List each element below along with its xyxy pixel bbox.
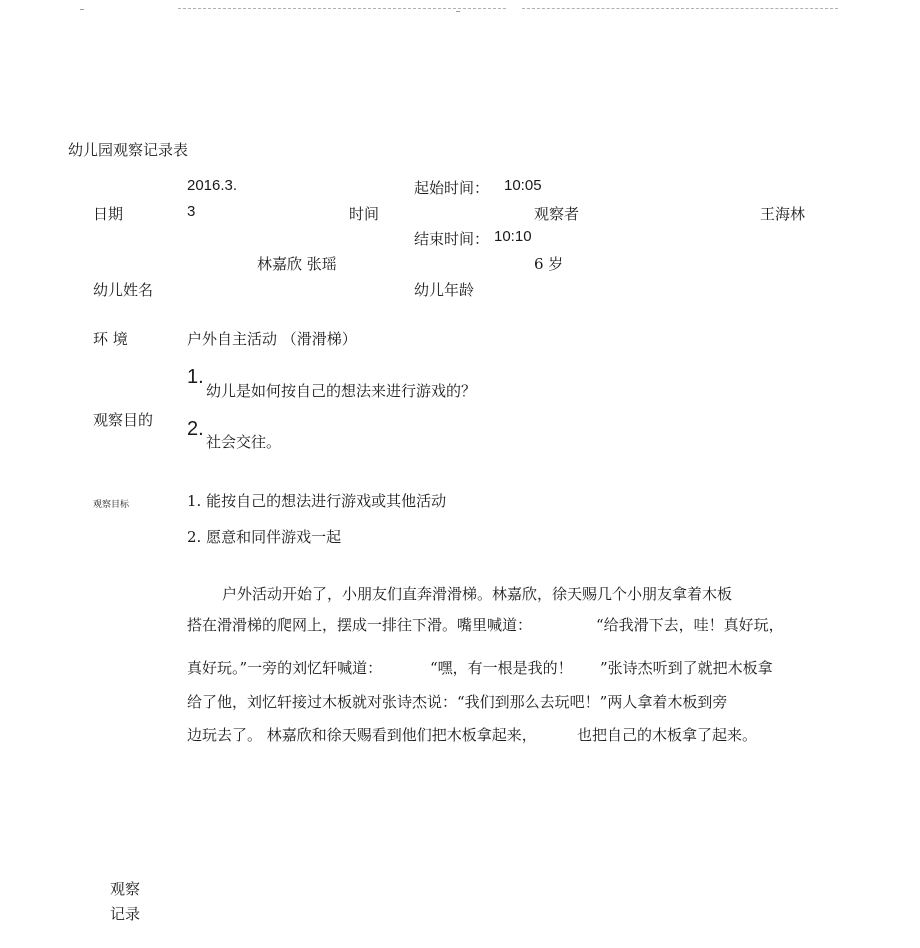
start-time-value: 10:05 <box>504 177 542 194</box>
child-age-label: 幼儿年龄 <box>414 281 475 299</box>
record-line-3-quote: “嘿，有一根是我的！ <box>430 659 573 677</box>
goal-item-2: 2. 愿意和同伴游戏一起 <box>187 528 342 546</box>
top-mark-left <box>80 9 84 10</box>
record-line-4: 给了他，刘忆轩接过木板就对张诗杰说：“我们到那么去玩吧！”两人拿着木板到旁 <box>187 693 728 711</box>
record-line-3: 真好玩。”一旁的刘忆轩喊道： <box>187 659 383 677</box>
date-value-line1: 2016.3. <box>187 177 238 194</box>
purpose-item-1-number: 1. <box>187 366 204 388</box>
date-label: 日期 <box>93 205 124 223</box>
record-line-1: 户外活动开始了，小朋友们直奔滑滑梯。林嘉欣，徐天赐几个小朋友拿着木板 <box>222 585 733 603</box>
start-time-label: 起始时间： <box>414 179 490 197</box>
environment-value: 户外自主活动 （滑滑梯） <box>187 330 357 348</box>
environment-label: 环 境 <box>93 330 128 348</box>
date-value-line2: 3 <box>187 203 196 220</box>
record-line-2-quote: “给我滑下去，哇！真好玩， <box>596 616 784 634</box>
record-label-line1: 观察 <box>110 880 141 898</box>
top-mark-middle <box>456 11 460 12</box>
end-time-label: 结束时间： <box>414 230 490 248</box>
purpose-item-2-text: 社会交往。 <box>206 433 282 451</box>
page-title: 幼儿园观察记录表 <box>68 141 189 159</box>
record-line-2: 搭在滑滑梯的爬网上，摆成一排往下滑。嘴里喊道： <box>187 616 533 634</box>
record-label-line2: 记录 <box>110 905 141 923</box>
purpose-label: 观察目的 <box>93 411 154 429</box>
observer-value: 王海林 <box>760 205 806 223</box>
observer-label: 观察者 <box>534 205 580 223</box>
child-name-value: 林嘉欣 张瑶 <box>257 255 337 273</box>
top-rule-right <box>522 8 838 9</box>
child-age-value: 6 岁 <box>534 255 564 273</box>
goal-item-1: 1. 能按自己的想法进行游戏或其他活动 <box>187 492 447 510</box>
child-name-label: 幼儿姓名 <box>93 281 154 299</box>
end-time-value: 10:10 <box>494 228 532 245</box>
goals-label: 观察目标 <box>93 500 130 510</box>
time-label: 时间 <box>349 205 380 223</box>
top-rule-left <box>178 8 506 9</box>
record-line-3-tail: ”张诗杰听到了就把木板拿 <box>600 659 773 677</box>
purpose-item-2-number: 2. <box>187 418 204 440</box>
record-line-5-tail: 也把自己的木板拿了起来。 <box>577 726 758 744</box>
record-line-5: 边玩去了。 林嘉欣和徐天赐看到他们把木板拿起来， <box>187 726 537 744</box>
purpose-item-1-text: 幼儿是如何按自己的想法来进行游戏的？ <box>206 382 477 400</box>
